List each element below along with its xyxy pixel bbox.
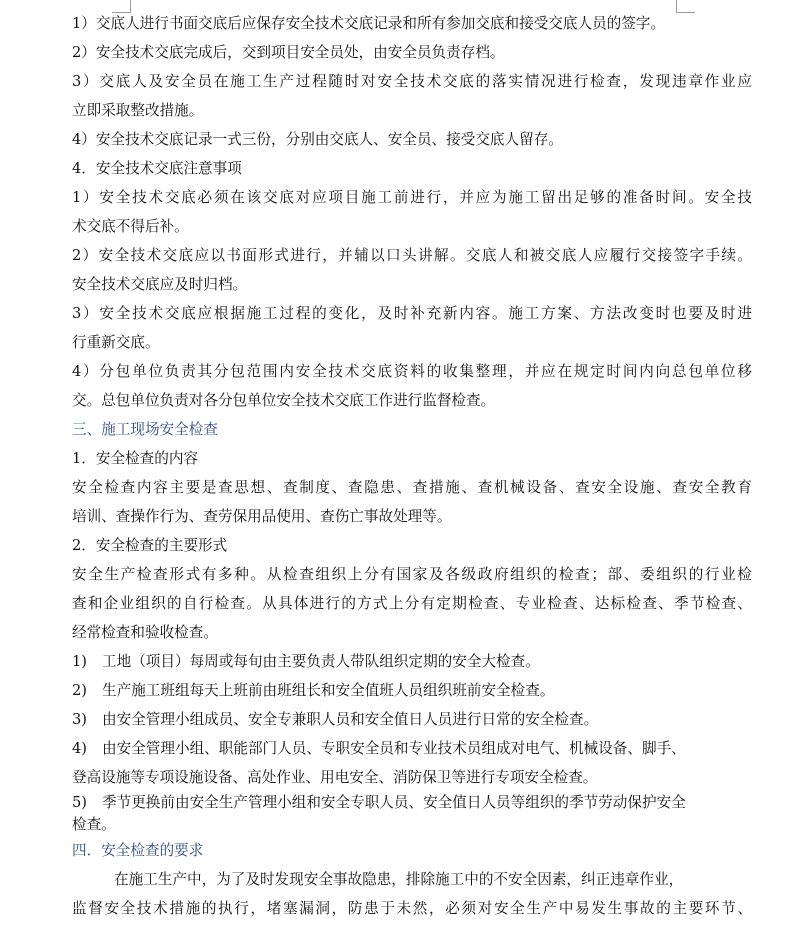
- paragraph-line: 1）交底人进行书面交底后应保存安全技术交底记录和所有参加交底和接受交底人员的签字。: [72, 15, 666, 32]
- list-item: [72, 647, 752, 676]
- list-number: 3): [72, 711, 87, 728]
- subheading: 4．安全技术交底注意事项: [72, 160, 242, 177]
- list-item-text: 由安全管理小组、职能部门人员、专职安全员和专业技术员组成对电气、机械设备、脚手、: [102, 740, 686, 757]
- list-item-text: 季节更换前由安全生产管理小组和安全专职人员、安全值日人员等组织的季节劳动保护安全: [102, 794, 686, 811]
- list-number: 2): [72, 682, 87, 699]
- paragraph-line: 1）安全技术交底必须在该交底对应项目施工前进行，并应为施工留出足够的准备时间。安全技: [72, 189, 752, 206]
- paragraph-line: 培训、查操作行为、查劳保用品使用、查伤亡事故处理等。: [72, 508, 452, 525]
- section-heading-3: 三、施工现场安全检查: [72, 421, 218, 438]
- list-number: 5): [72, 794, 87, 811]
- paragraph-line: 2）安全技术交底应以书面形式进行，并辅以口头讲解。交底人和被交底人应履行交接签字手续。: [72, 247, 752, 264]
- list-item-text: 由安全管理小组成员、安全专兼职人员和安全值日人员进行日常的安全检查。: [102, 711, 599, 728]
- paragraph-line: 交。总包单位负责对各分包单位安全技术交底工作进行监督检查。: [72, 392, 496, 409]
- paragraph-line: 监督安全技术措施的执行，堵塞漏洞，防患于未然，必须对安全生产中易发生事故的主要环节、: [72, 900, 752, 917]
- subheading: 1．安全检查的内容: [72, 450, 199, 467]
- paragraph-line: 3）交底人及安全员在施工生产过程随时对安全技术交底的落实情况进行检查，发现违章作业应: [72, 73, 752, 90]
- paragraph-line: 经常检查和验收检查。: [72, 624, 218, 641]
- document-body: [72, 9, 752, 923]
- paragraph-line: 4）安全技术交底记录一式三份，分别由交底人、安全员、接受交底人留存。: [72, 131, 563, 148]
- list-item: [72, 792, 752, 814]
- list-item: [72, 676, 752, 705]
- list-item: [72, 734, 752, 763]
- paragraph-line: 登高设施等专项设施设备、高处作业、用电安全、消防保卫等进行专项安全检查。: [72, 769, 598, 786]
- list-item-text: 生产施工班组每天上班前由班组长和安全值班人员组织班前安全检查。: [102, 682, 555, 699]
- paragraph-line: 4）分包单位负责其分包范围内安全技术交底资料的收集整理，并应在规定时间内向总包单位移: [72, 363, 752, 380]
- paragraph-line: 安全检查内容主要是查思想、查制度、查隐患、查措施、查机械设备、查安全设施、查安全教育: [72, 479, 752, 496]
- paragraph-line: 3）安全技术交底应根据施工过程的变化，及时补充新内容。施工方案、方法改变时也要及时进: [72, 305, 752, 322]
- paragraph-line: 查和企业组织的自行检查。从具体进行的方式上分有定期检查、专业检查、达标检查、季节检查、: [72, 595, 752, 612]
- paragraph-line: 2）安全技术交底完成后，交到项目安全员处，由安全员负责存档。: [72, 44, 505, 61]
- paragraph-line: 行重新交底。: [72, 334, 160, 351]
- list-item: [72, 705, 752, 734]
- list-number: 1): [72, 653, 87, 670]
- list-number: 4): [72, 740, 87, 757]
- paragraph-line: 安全技术交底应及时归档。: [72, 276, 248, 293]
- paragraph-line: 术交底不得后补。: [72, 218, 189, 235]
- subheading: 2．安全检查的主要形式: [72, 537, 228, 554]
- section-heading-4: 四．安全检查的要求: [72, 842, 204, 859]
- list-item-text: 工地（项目）每周或每旬由主要负责人带队组织定期的安全大检查。: [102, 653, 540, 670]
- paragraph-line: 在施工生产中，为了及时发现安全事故隐患，排除施工中的不安全因素，纠正违章作业，: [114, 871, 684, 888]
- paragraph-line: 立即采取整改措施。: [72, 102, 204, 119]
- paragraph-line: 检查。: [72, 816, 116, 833]
- paragraph-line: 安全生产检查形式有多种。从检查组织上分有国家及各级政府组织的检查；部、委组织的行业检: [72, 566, 752, 583]
